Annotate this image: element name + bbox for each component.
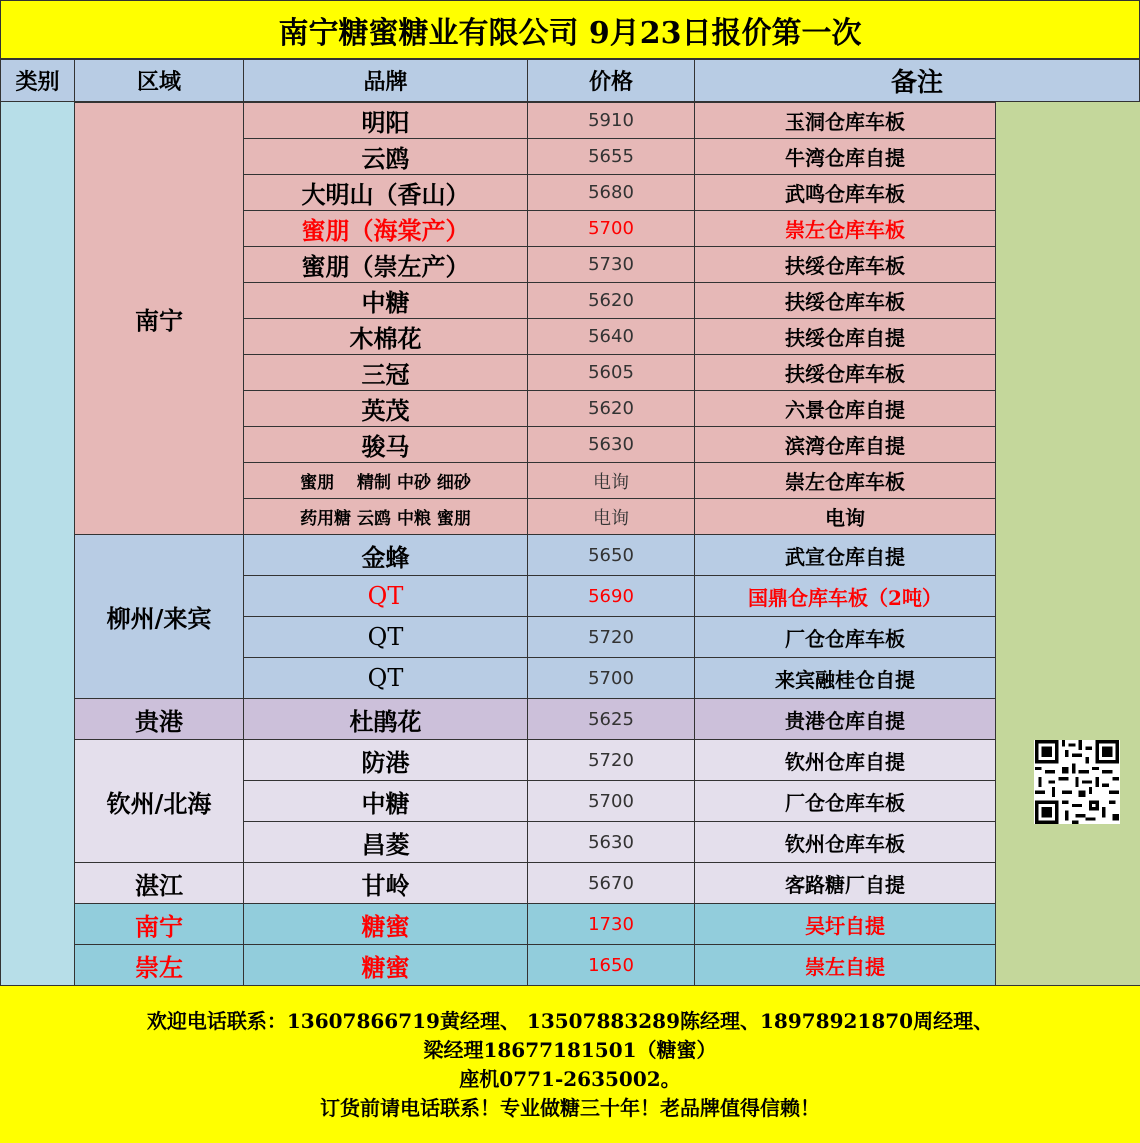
- brand-cell: 昌菱: [243, 821, 528, 863]
- brand-cell: 药用糖 云鸥 中粮 蜜朋: [243, 498, 528, 535]
- note-cell: 来宾融桂仓自提: [694, 657, 996, 699]
- slogan-line: 订货前请电话联系！专业做糖三十年！老品牌值得信赖！: [320, 1095, 820, 1120]
- header-note: 备注: [694, 59, 1140, 102]
- price-cell: 5630: [527, 821, 695, 863]
- note-cell: 贵港仓库自提: [694, 698, 996, 740]
- note-cell: 扶绥仓库车板: [694, 246, 996, 283]
- brand-cell: QT: [243, 657, 528, 699]
- region-zhanjiang: 湛江: [74, 862, 244, 904]
- note-cell: 玉洞仓库车板: [694, 102, 996, 139]
- price-cell: 5730: [527, 246, 695, 283]
- note-cell: 厂仓仓库车板: [694, 616, 996, 658]
- note-cell: 电询: [694, 498, 996, 535]
- region-nanning-molasses: 南宁: [74, 903, 244, 945]
- brand-cell: 中糖: [243, 780, 528, 822]
- price-cell: 5720: [527, 616, 695, 658]
- note-cell: 六景仓库自提: [694, 390, 996, 427]
- region-chongzuo-molasses: 崇左: [74, 944, 244, 986]
- price-cell: 5625: [527, 698, 695, 740]
- contact-footer: [0, 985, 1140, 1143]
- note-cell: 扶绥仓库车板: [694, 282, 996, 319]
- price-cell: 5640: [527, 318, 695, 355]
- brand-cell: 明阳: [243, 102, 528, 139]
- price-cell: 5630: [527, 426, 695, 463]
- price-cell: 5690: [527, 575, 695, 617]
- note-cell: 崇左仓库车板: [694, 210, 996, 247]
- region-liuzhou-laibin: 柳州/来宾: [74, 534, 244, 699]
- price-cell: 5620: [527, 390, 695, 427]
- contact-line-phones: 欢迎电话联系：13607866719黄经理、 13507883289陈经理、18978921870周经理、: [146, 1008, 994, 1033]
- header-region: 区域: [74, 59, 244, 102]
- price-cell: 5700: [527, 780, 695, 822]
- price-cell: 5910: [527, 102, 695, 139]
- page-title: 南宁糖蜜糖业有限公司 9月23日报价第一次: [0, 0, 1140, 59]
- note-cell: 滨湾仓库自提: [694, 426, 996, 463]
- brand-cell: 金蜂: [243, 534, 528, 576]
- note-cell: 扶绥仓库自提: [694, 318, 996, 355]
- note-cell: 崇左自提: [694, 944, 996, 986]
- price-cell: 5670: [527, 862, 695, 904]
- note-cell: 扶绥仓库车板: [694, 354, 996, 391]
- brand-cell: 糖蜜: [243, 944, 528, 986]
- brand-cell: QT: [243, 616, 528, 658]
- brand-cell: QT: [243, 575, 528, 617]
- brand-cell: 甘岭: [243, 862, 528, 904]
- price-cell: 5650: [527, 534, 695, 576]
- price-cell: 5655: [527, 138, 695, 175]
- header-category: 类别: [0, 59, 75, 102]
- note-cell: 钦州仓库自提: [694, 739, 996, 781]
- brand-cell: 糖蜜: [243, 903, 528, 945]
- brand-cell: 防港: [243, 739, 528, 781]
- note-cell: 国鼎仓库车板（2吨）: [694, 575, 996, 617]
- right-side-panel: [995, 102, 1140, 985]
- contact-line-molasses: 梁经理18677181501（糖蜜）: [423, 1037, 717, 1062]
- note-cell: 钦州仓库车板: [694, 821, 996, 863]
- region-guigang: 贵港: [74, 698, 244, 740]
- brand-cell: 蜜朋（崇左产）: [243, 246, 528, 283]
- brand-cell: 大明山（香山）: [243, 174, 528, 211]
- header-price: 价格: [527, 59, 695, 102]
- price-cell: 5680: [527, 174, 695, 211]
- note-cell: 武宣仓库自提: [694, 534, 996, 576]
- note-cell: 厂仓仓库车板: [694, 780, 996, 822]
- price-cell: 1730: [527, 903, 695, 945]
- note-cell: 吴圩自提: [694, 903, 996, 945]
- price-cell: 5605: [527, 354, 695, 391]
- note-cell: 武鸣仓库车板: [694, 174, 996, 211]
- header-brand: 品牌: [243, 59, 528, 102]
- price-cell: 5700: [527, 657, 695, 699]
- brand-cell: 中糖: [243, 282, 528, 319]
- region-nanning: 南宁: [74, 102, 244, 535]
- brand-cell: 蜜朋 精制 中砂 细砂: [243, 462, 528, 499]
- brand-cell: 蜜朋（海棠产）: [243, 210, 528, 247]
- brand-cell: 骏马: [243, 426, 528, 463]
- note-cell: 牛湾仓库自提: [694, 138, 996, 175]
- note-cell: 崇左仓库车板: [694, 462, 996, 499]
- brand-cell: 三冠: [243, 354, 528, 391]
- note-cell: 客路糖厂自提: [694, 862, 996, 904]
- price-cell: 5700: [527, 210, 695, 247]
- price-cell: 电询: [527, 462, 695, 499]
- qr-code-icon[interactable]: [1034, 740, 1120, 824]
- region-qinzhou-beihai: 钦州/北海: [74, 739, 244, 863]
- brand-cell: 云鸥: [243, 138, 528, 175]
- price-cell: 5720: [527, 739, 695, 781]
- category-column: [0, 102, 75, 985]
- price-cell: 电询: [527, 498, 695, 535]
- brand-cell: 英茂: [243, 390, 528, 427]
- brand-cell: 木棉花: [243, 318, 528, 355]
- price-cell: 1650: [527, 944, 695, 986]
- brand-cell: 杜鹃花: [243, 698, 528, 740]
- price-cell: 5620: [527, 282, 695, 319]
- contact-line-landline: 座机0771-2635002。: [459, 1066, 681, 1091]
